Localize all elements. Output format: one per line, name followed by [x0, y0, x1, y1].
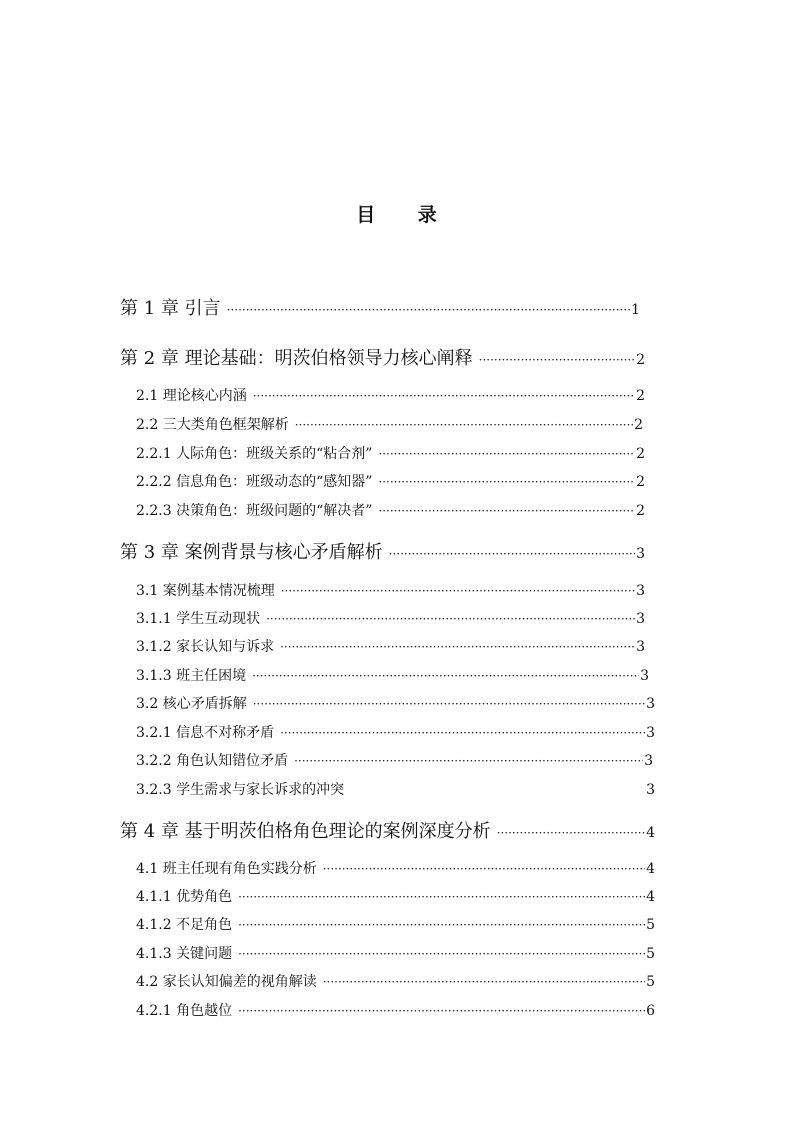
toc-entry-label: 4.2.1 角色越位 [136, 1003, 233, 1019]
toc-entry[interactable] [136, 722, 655, 742]
toc-entry-label: 2.2.2 信息角色：班级动态的“感知器” [136, 474, 373, 490]
toc-entry[interactable] [136, 779, 655, 799]
leader-dots [280, 726, 645, 740]
leader-dots [280, 640, 635, 654]
toc-entry-label: 4.1.1 优势角色 [136, 889, 233, 905]
toc-entry-label: 3.1.3 班主任困境 [136, 668, 247, 684]
toc-entry[interactable] [120, 538, 645, 564]
leader-dots [266, 612, 635, 626]
toc-entry-label: 3.2 核心矛盾拆解 [136, 696, 247, 712]
toc-entry-label: 2.2 三大类角色框架解析 [136, 417, 289, 433]
leader-dots [323, 975, 645, 989]
toc-entry-page: 3 [646, 696, 655, 712]
toc-entry[interactable] [136, 500, 645, 520]
toc-entry-label: 3.2.3 学生需求与家长诉求的冲突 [136, 782, 345, 798]
toc-entry[interactable] [136, 1000, 655, 1020]
toc-entry-label: 4.1.2 不足角色 [136, 917, 233, 933]
leader-dots [253, 697, 645, 711]
leader-dots [497, 826, 645, 840]
toc-entry-label: 3.1.1 学生互动现状 [136, 611, 261, 627]
toc-entry-page: 3 [636, 611, 645, 627]
toc-entry-page: 2 [636, 388, 645, 404]
toc-entry[interactable] [136, 665, 649, 685]
leader-dots [378, 504, 635, 518]
toc-entry-page: 2 [634, 417, 643, 433]
toc-entry[interactable] [136, 636, 645, 656]
toc-entry-label: 2.2.3 决策角色：班级问题的“解决者” [136, 503, 373, 519]
toc-entry[interactable] [136, 886, 655, 906]
toc-entry[interactable] [136, 693, 655, 713]
toc-entry[interactable] [136, 914, 655, 934]
toc-entry-label: 4.1 班主任现有角色实践分析 [136, 861, 317, 877]
leader-dots [378, 475, 635, 489]
toc-entry-label: 第 2 章 理论基础：明茨伯格领导力核心阐释 [120, 348, 473, 369]
leader-dots [295, 418, 633, 432]
toc-entry-page: 2 [636, 503, 645, 519]
leader-dots [323, 862, 645, 876]
leader-dots [238, 918, 645, 932]
toc-entry-page: 5 [646, 974, 655, 990]
toc-entry-page: 3 [636, 639, 645, 655]
toc-entry[interactable] [136, 943, 655, 963]
leader-dots [378, 447, 635, 461]
toc-entry-label: 第 1 章 引言 [120, 298, 221, 319]
toc-entry-page: 5 [646, 946, 655, 962]
toc-entry-page: 6 [646, 1003, 655, 1019]
leader-dots [479, 353, 635, 367]
leader-dots [294, 754, 643, 768]
leader-dots [227, 303, 630, 317]
toc-entry-label: 第 4 章 基于明茨伯格角色理论的案例深度分析 [120, 821, 491, 842]
toc-entry-label: 3.2.2 角色认知错位矛盾 [136, 753, 289, 769]
leader-dots [238, 890, 645, 904]
toc-entry-page: 3 [636, 546, 645, 562]
toc-entry-label: 第 3 章 案例背景与核心矛盾解析 [120, 542, 383, 563]
toc-entry-page: 3 [636, 583, 645, 599]
leader-dots [389, 547, 635, 561]
toc-entry[interactable] [136, 471, 645, 491]
toc-entry-page: 3 [646, 725, 655, 741]
toc-entry[interactable] [136, 580, 645, 600]
leader-dots [238, 947, 645, 961]
toc-entry-page: 3 [646, 782, 655, 798]
toc-entry-page: 2 [636, 446, 645, 462]
toc-entry[interactable] [136, 414, 643, 434]
toc-entry-page: 3 [644, 753, 653, 769]
toc-entry[interactable] [136, 443, 645, 463]
toc-entry[interactable] [136, 971, 655, 991]
toc-entry-label: 4.1.3 关键问题 [136, 946, 233, 962]
toc-entry-page: 2 [636, 352, 645, 368]
leader-dots [281, 584, 635, 598]
toc-entry[interactable] [120, 294, 640, 320]
toc-entry-page: 4 [646, 861, 655, 877]
toc-entry-page: 4 [646, 889, 655, 905]
toc-entry[interactable] [136, 608, 645, 628]
leader-dots [238, 1004, 645, 1018]
toc-entry-page: 5 [646, 917, 655, 933]
toc-entry-label: 3.2.1 信息不对称矛盾 [136, 725, 275, 741]
toc-entry-label: 3.1 案例基本情况梳理 [136, 583, 275, 599]
leader-dots [253, 389, 635, 403]
toc-entry-label: 2.1 理论核心内涵 [136, 388, 247, 404]
toc-entry[interactable] [136, 385, 645, 405]
toc-entry[interactable] [120, 817, 655, 843]
page-title: 目 录 [356, 204, 455, 226]
toc-entry-page: 2 [636, 474, 645, 490]
toc-entry-label: 2.2.1 人际角色：班级关系的“粘合剂” [136, 446, 373, 462]
toc-entry[interactable] [136, 750, 653, 770]
toc-entry[interactable] [136, 858, 655, 878]
toc-entry[interactable] [120, 344, 645, 370]
leader-dots [252, 669, 639, 683]
toc-entry-page: 1 [631, 302, 640, 318]
toc-entry-label: 4.2 家长认知偏差的视角解读 [136, 974, 317, 990]
toc-entry-label: 3.1.2 家长认知与诉求 [136, 639, 275, 655]
toc-entry-page: 4 [646, 825, 655, 841]
toc-entry-page: 3 [640, 668, 649, 684]
